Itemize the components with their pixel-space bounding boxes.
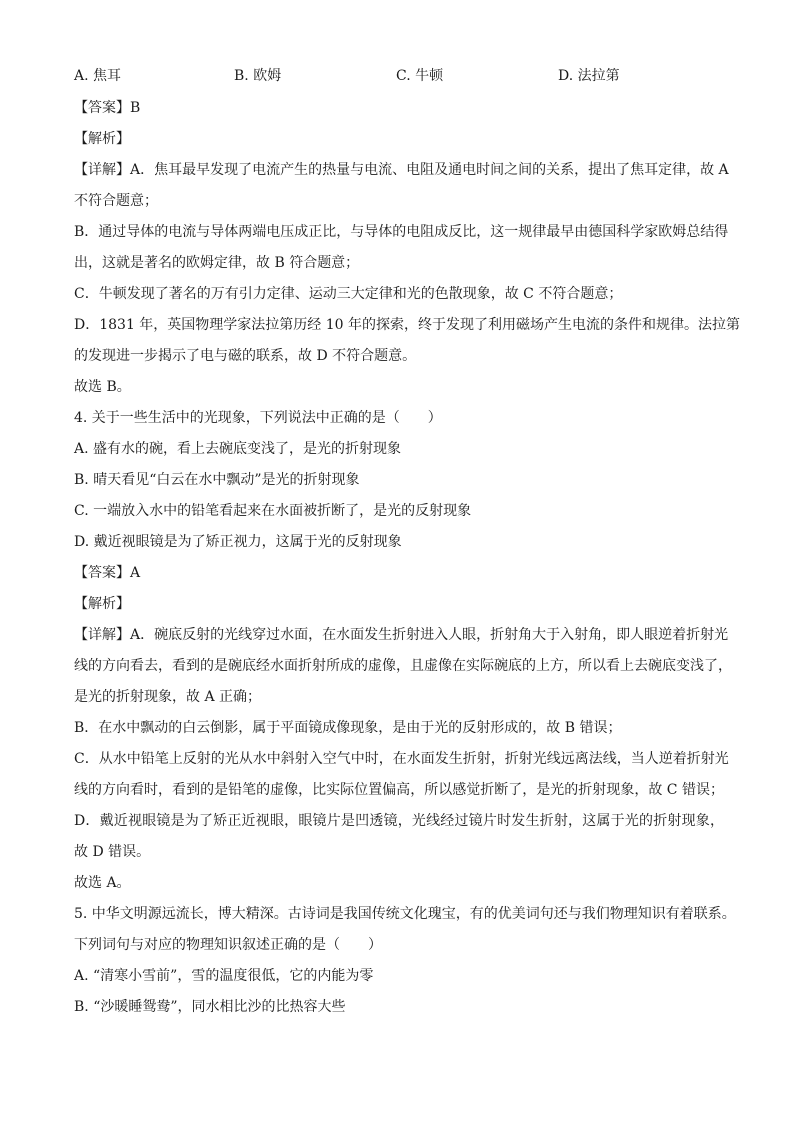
q4-detail-line: D．戴近视眼镜是为了矫正近视眼，眼镜片是凹透镜，光线经过镜片时发生折射，这属于光的折射现象，: [74, 813, 724, 829]
q3-options: [0, 66, 794, 86]
q4-detail-line: 线的方向看时，看到的是铅笔的虚像，比实际位置偏高，所以感觉折断了，是光的折射现象，故 C 错误；: [74, 782, 724, 798]
q3-detail-line: B．通过导体的电流与导体两端电压成正比，与导体的电阻成反比，这一规律最早由德国科学家欧姆总结得: [74, 224, 729, 240]
answer-tag: 【答案】: [74, 100, 130, 116]
q4-option-d: D. 戴近视眼镜是为了矫正视力，这属于光的反射现象: [74, 534, 402, 550]
q3-detail-line: [74, 160, 729, 180]
q4-detail-line: [74, 625, 729, 645]
q4-detail-line: B．在水中飘动的白云倒影，属于平面镜成像现象，是由于光的反射形成的，故 B 错误；: [74, 720, 622, 736]
q3-detail-line: 不符合题意；: [74, 193, 158, 209]
q5-option-b: B. “沙暖睡鸳鸯”，同水相比沙的比热容大些: [74, 999, 346, 1015]
q3-detail-line: 的发现进一步揭示了电与磁的联系，故 D 不符合题意。: [74, 348, 417, 364]
answer-value: B: [130, 100, 141, 116]
detail-tag: 【详解】: [74, 627, 130, 643]
q4-analysis-tag: 【解析】: [74, 596, 130, 612]
q5-option-a: A. “清寒小雪前”，雪的温度很低，它的内能为零: [74, 968, 374, 984]
q4-detail-line: 是光的折射现象，故 A 正确；: [74, 689, 262, 705]
q3-conclusion: 故选 B。: [74, 379, 131, 395]
q4-detail-line: C．从水中铅笔上反射的光从水中斜射入空气中时，在水面发生折射，折射光线远离法线，当人逆着折射光: [74, 751, 729, 767]
answer-value: A: [130, 565, 141, 581]
q5-stem-line: 5. 中华文明源远流长，博大精深。古诗词是我国传统文化瑰宝，有的优美词句还与我们物理知识有着联系。: [74, 906, 736, 922]
q3-option-b: B. 欧姆: [234, 68, 282, 84]
q4-stem: 4. 关于一些生活中的光现象，下列说法中正确的是（ ）: [74, 410, 442, 426]
q4-option-c: C. 一端放入水中的铅笔看起来在水面被折断了，是光的反射现象: [74, 503, 472, 519]
q3-analysis-tag: 【解析】: [74, 131, 130, 147]
q3-answer: [74, 98, 724, 118]
q3-option-a: A. 焦耳: [74, 68, 122, 84]
answer-tag: 【答案】: [74, 565, 130, 581]
q4-detail-text: A．碗底反射的光线穿过水面，在水面发生折射进入人眼，折射角大于入射角，即人眼逆着折射光: [130, 627, 729, 643]
q3-detail-line: 出，这就是著名的欧姆定律，故 B 符合题意；: [74, 255, 360, 271]
q4-answer: [74, 563, 724, 583]
q3-detail-line: D．1831 年，英国物理学家法拉第历经 10 年的探索，终于发现了利用磁场产生电流的条件和规律。法拉第: [74, 317, 741, 333]
q5-stem-line: 下列词句与对应的物理知识叙述正确的是（ ）: [74, 937, 382, 953]
q4-option-b: B. 晴天看见“白云在水中飘动”是光的折射现象: [74, 472, 360, 488]
q3-detail-line: C．牛顿发现了著名的万有引力定律、运动三大定律和光的色散现象，故 C 不符合题意；: [74, 286, 623, 302]
q4-detail-line: 故 D 错误。: [74, 844, 151, 860]
q4-conclusion: 故选 A。: [74, 875, 131, 891]
q3-option-d: D. 法拉第: [558, 68, 620, 84]
q3-detail-text: A．焦耳最早发现了电流产生的热量与电流、电阻及通电时间之间的关系，提出了焦耳定律，故 A: [130, 162, 729, 178]
q3-option-c: C. 牛顿: [396, 68, 444, 84]
detail-tag: 【详解】: [74, 162, 130, 178]
q4-detail-line: 线的方向看去，看到的是碗底经水面折射所成的虚像，且虚像在实际碗底的上方，所以看上去碗底变浅了，: [74, 658, 732, 674]
q4-option-a: A. 盛有水的碗，看上去碗底变浅了，是光的折射现象: [74, 441, 402, 457]
